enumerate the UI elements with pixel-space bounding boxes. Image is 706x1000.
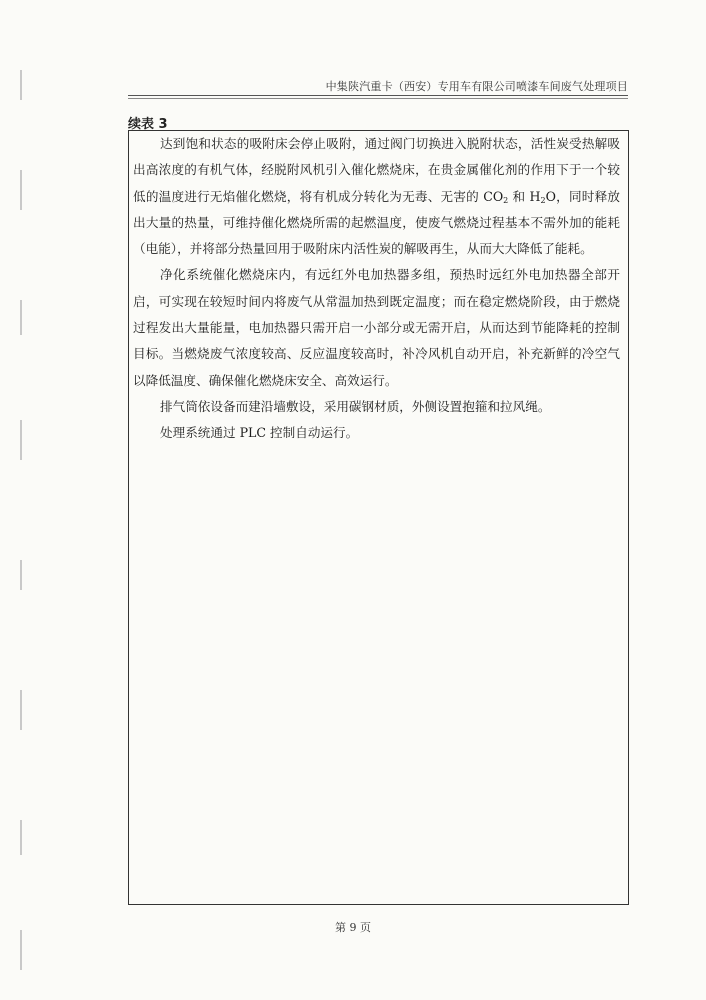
binding-mark	[20, 420, 22, 460]
page-number: 第 9 页	[335, 921, 371, 934]
header-rule-thin	[128, 98, 628, 99]
paragraph-desorption: 达到饱和状态的吸附床会停止吸附，通过阀门切换进入脱附状态，活性炭受热解吸出高浓度的有机气体，经脱附风机引入催化燃烧床，在贵金属催化剂的作用下于一个较低的温度进行无焰催化燃烧，将有机成分转化为无毒、无害的 $CO_2$ 和 $H_2O$，同时释放出大量的热量，可维持催化燃烧所需的起燃温度，使废气燃烧过程基本不需外加的能耗（电能），并将部分热量回用于吸附床内活性炭的解吸再生，从而大大降低了能耗。	[133, 136, 621, 257]
table-caption: 续表 3	[128, 117, 168, 132]
binding-mark	[20, 820, 22, 855]
content-box	[128, 130, 629, 905]
binding-mark	[20, 560, 22, 590]
binding-mark	[20, 70, 22, 100]
paragraph-plc-control: 处理系统通过 PLC 控制自动运行。	[160, 425, 359, 441]
paragraph-exhaust-stack: 排气筒依设备而建沿墙敷设，采用碳钢材质，外侧设置抱箍和拉风绳。	[160, 398, 551, 414]
paragraph-heater-control: 净化系统催化燃烧床内，有远红外电加热器多组，预热时远红外电加热器全部开启，可实现在较短时间内将废气从常温加热到既定温度；而在稳定燃烧阶段，由于燃烧过程发出大量能量，电加热器只需开启一小部分或无需开启，从而达到节能降耗的控制目标。当燃烧废气浓度较高、反应温度较高时，补冷风机自动开启，补充新鲜的冷空气以降低温度、确保催化燃烧床安全、高效运行。	[133, 267, 620, 388]
binding-mark	[20, 300, 22, 335]
binding-mark	[20, 170, 22, 210]
header-rule	[128, 95, 628, 96]
running-header: 中集陕汽重卡（西安）专用车有限公司喷漆车间废气处理项目	[325, 80, 628, 93]
binding-mark	[20, 930, 22, 970]
binding-mark	[20, 690, 22, 730]
